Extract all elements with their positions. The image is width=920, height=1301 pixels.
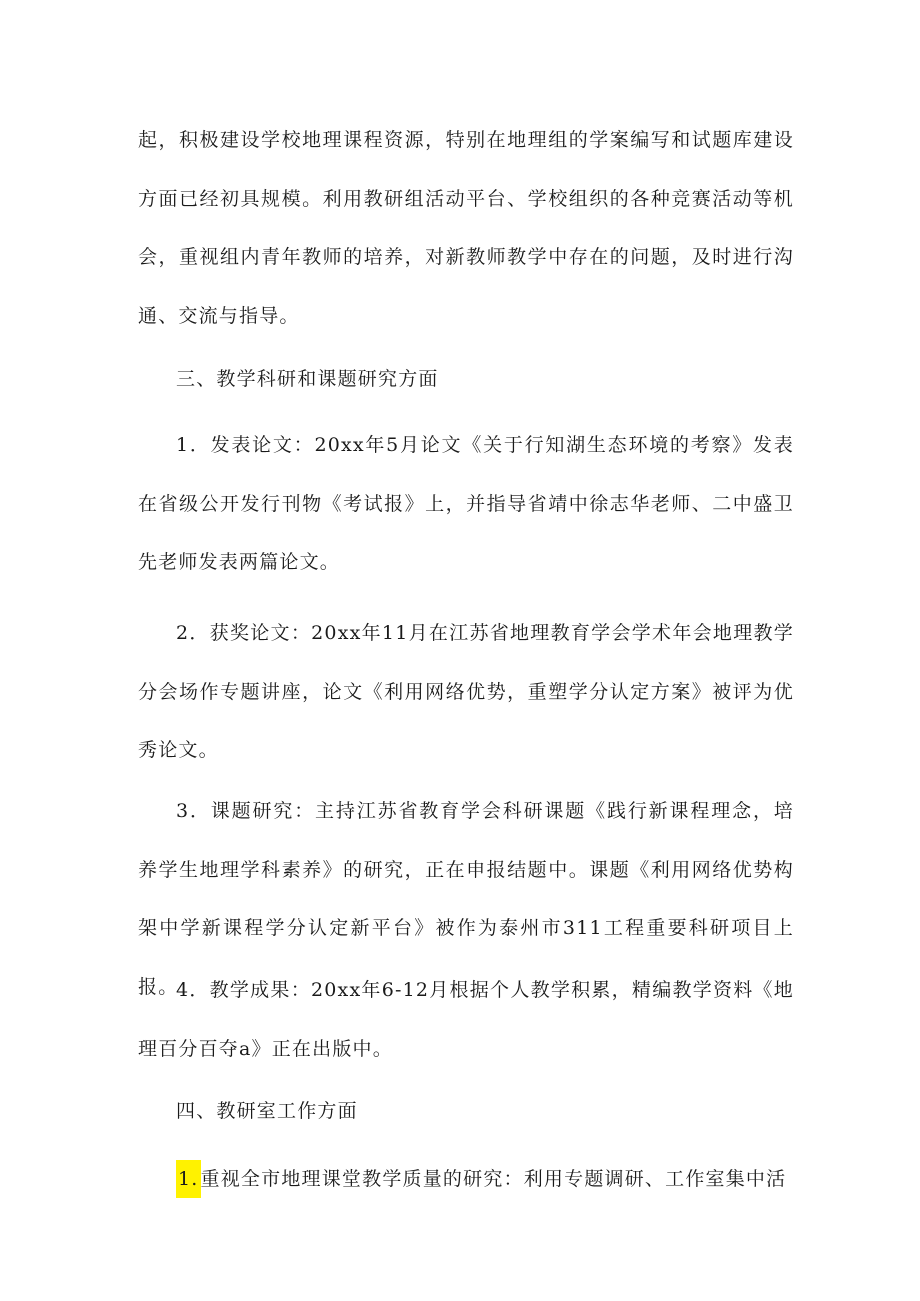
paragraph-item-2: 2．获奖论文：20xx年11月在江苏省地理教育学会学术年会地理教学分会场作专题讲座，论文《利用网络优势，重塑学分认定方案》被评为优秀论文。 — [138, 622, 794, 761]
paragraph-item-1: 1．发表论文：20xx年5月论文《关于行知湖生态环境的考察》发表在省级公开发行刊物《考试报》上，并指导省靖中徐志华老师、二中盛卫先老师发表两篇论文。 — [138, 434, 794, 573]
paragraph-item-4: 4．教学成果：20xx年6-12月根据个人教学积累，精编教学资料《地理百分百夺a》正在出版中。 — [138, 979, 794, 1060]
paragraph-continuation: 起，积极建设学校地理课程资源，特别在地理组的学案编写和试题库建设方面已经初具规模。利用教研组活动平台、学校组织的各种竞赛活动等机会，重视组内青年教师的培养，对新教师教学中存在的问题，及时进行沟通、交流与指导。 — [138, 129, 794, 327]
paragraph-item-5 — [138, 1150, 794, 1209]
section-heading-3: 三、教学科研和课题研究方面 — [176, 368, 439, 390]
highlighted-number: 1. — [176, 1160, 201, 1198]
paragraph-item-3: 3．课题研究：主持江苏省教育学会科研课题《践行新课程理念，培养学生地理学科素养》的研究，正在申报结题中。课题《利用网络优势构架中学新课程学分认定新平台》被作为泰州市311工程重要科研项目上报。 — [138, 800, 794, 998]
paragraph-item-5-text: 重视全市地理课堂教学质量的研究：利用专题调研、工作室集中活 — [200, 1168, 787, 1190]
section-heading-4: 四、教研室工作方面 — [176, 1100, 358, 1122]
